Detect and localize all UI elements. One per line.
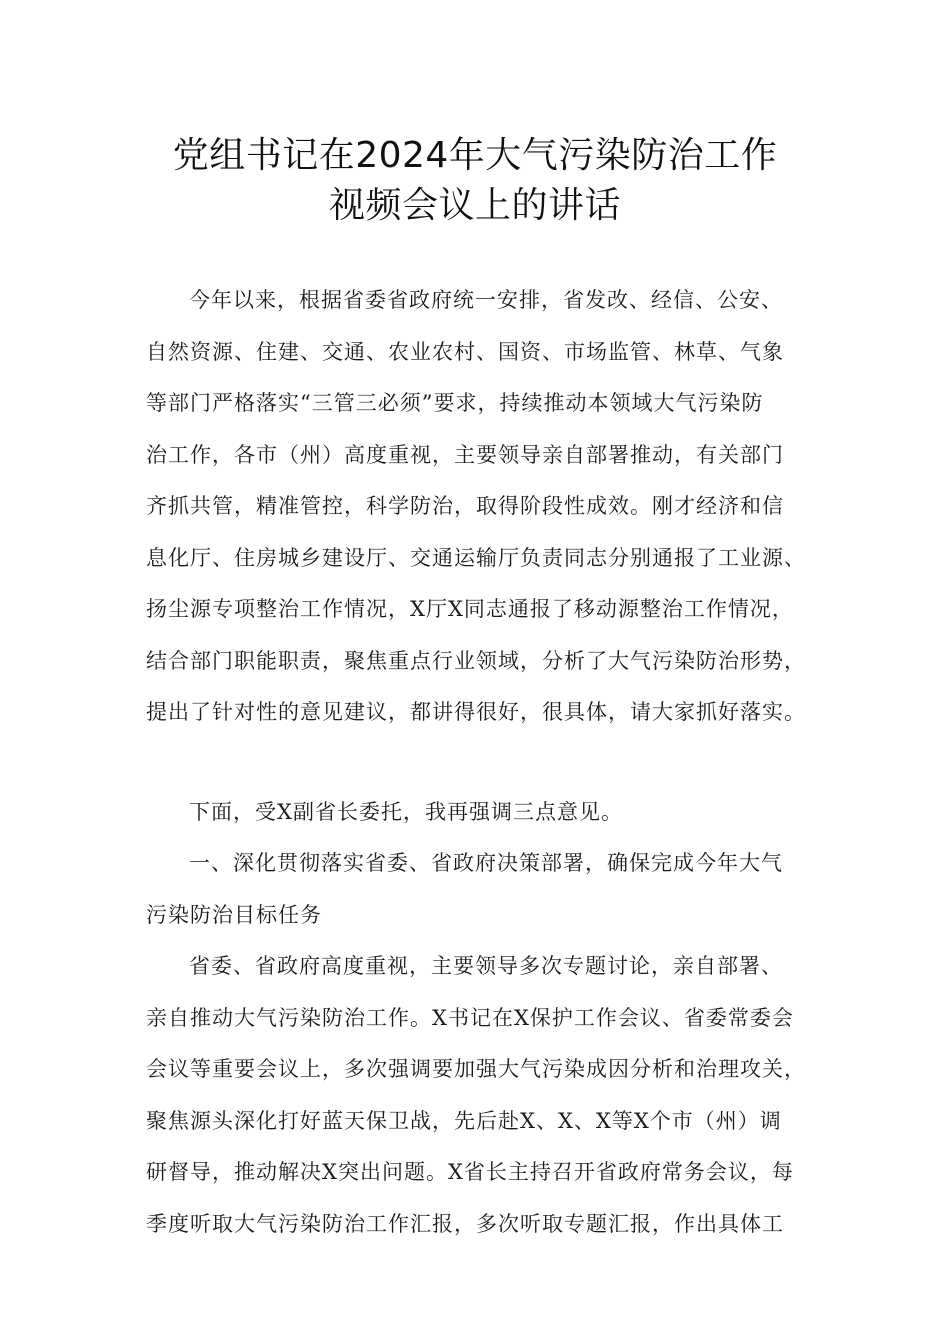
paragraph-1-line-9: 提出了针对性的意见建议，都讲得很好，很具体，请大家抓好落实。 bbox=[146, 700, 806, 724]
paragraph-3-line-5: 研督导，推动解决X突出问题。X省长主持召开省政府常务会议，每 bbox=[146, 1160, 794, 1184]
paragraph-3-line-6: 季度听取大气污染防治工作汇报，多次听取专题汇报，作出具体工 bbox=[146, 1212, 784, 1236]
section-heading-1-line-1: 一、深化贯彻落实省委、省政府决策部署，确保完成今年大气 bbox=[189, 851, 783, 875]
paragraph-1-line-6: 息化厅、住房城乡建设厅、交通运输厅负责同志分别通报了工业源、 bbox=[146, 546, 806, 570]
paragraph-2-line-1: 下面，受X副省长委托，我再强调三点意见。 bbox=[189, 800, 623, 824]
paragraph-1-line-4: 治工作，各市（州）高度重视，主要领导亲自部署推动，有关部门 bbox=[146, 443, 784, 467]
paragraph-1-line-7: 扬尘源专项整治工作情况，X厅X同志通报了移动源整治工作情况， bbox=[146, 597, 794, 621]
paragraph-1-line-2: 自然资源、住建、交通、农业农村、国资、市场监管、林草、气象 bbox=[146, 340, 784, 364]
document-title-line-1: 党组书记在2024年大气污染防治工作 bbox=[172, 135, 778, 176]
document-title-line-2: 视频会议上的讲话 bbox=[328, 185, 621, 226]
paragraph-3-line-3: 会议等重要会议上，多次强调要加强大气污染成因分析和治理攻关， bbox=[146, 1057, 806, 1081]
paragraph-1-line-3: 等部门严格落实“三管三必须”要求，持续推动本领域大气污染防 bbox=[146, 391, 764, 415]
paragraph-1-line-1: 今年以来，根据省委省政府统一安排，省发改、经信、公安、 bbox=[189, 288, 783, 312]
paragraph-3-line-1: 省委、省政府高度重视，主要领导多次专题讨论，亲自部署、 bbox=[189, 954, 783, 978]
section-heading-1-line-2: 污染防治目标任务 bbox=[146, 903, 322, 927]
paragraph-1-line-8: 结合部门职能职责，聚焦重点行业领域，分析了大气污染防治形势， bbox=[146, 649, 806, 673]
paragraph-1-line-5: 齐抓共管，精准管控，科学防治，取得阶段性成效。刚才经济和信 bbox=[146, 494, 784, 518]
paragraph-3-line-4: 聚焦源头深化打好蓝天保卫战，先后赴X、X、X等X个市（州）调 bbox=[146, 1109, 782, 1133]
paragraph-3-line-2: 亲自推动大气污染防治工作。X书记在X保护工作会议、省委常委会 bbox=[146, 1006, 794, 1030]
